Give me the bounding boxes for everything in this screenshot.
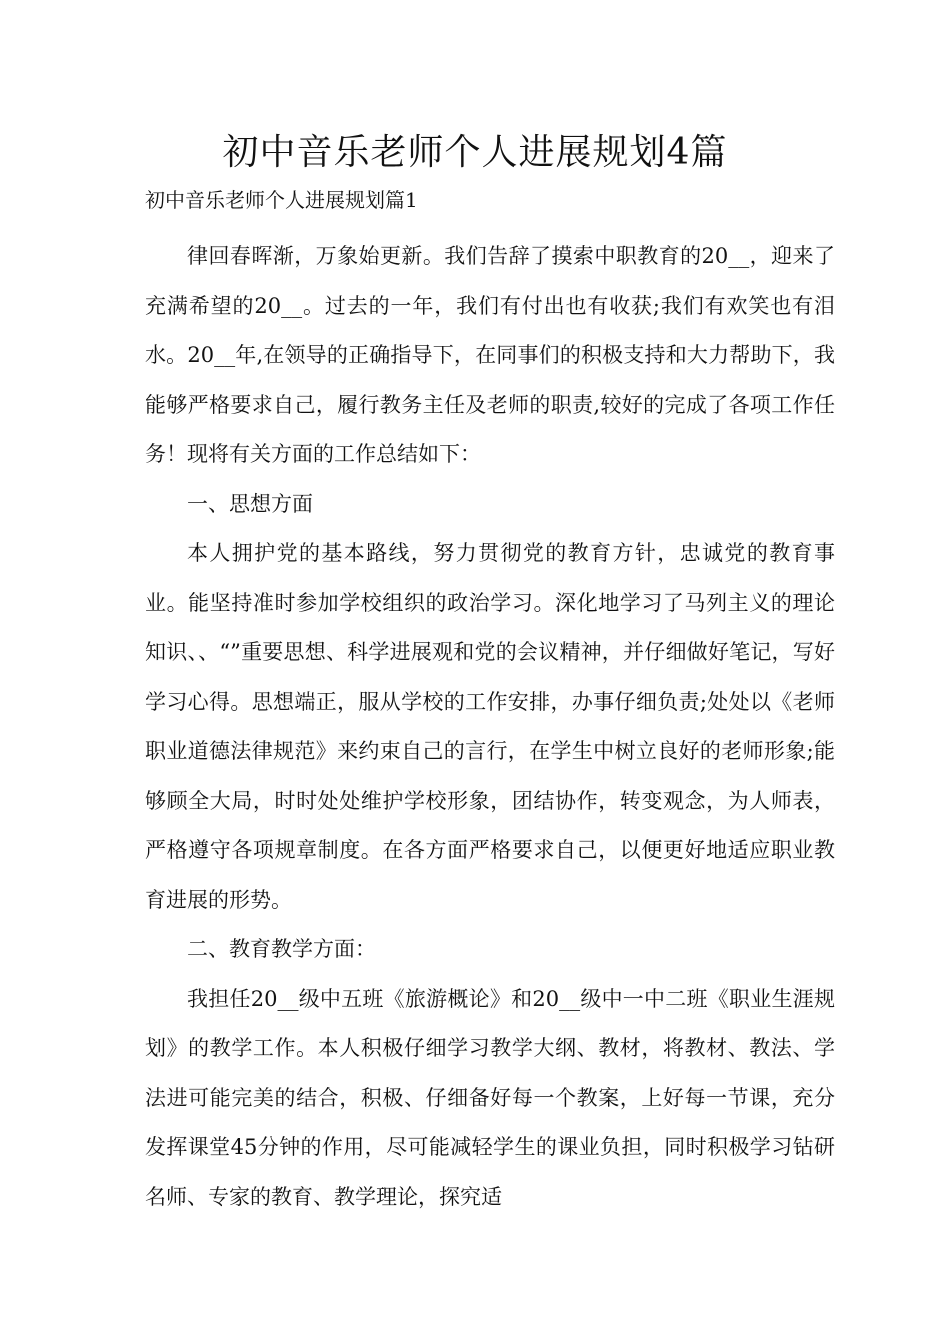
paragraph-teaching: 我担任20__级中五班《旅游概论》和20__级中一中二班《职业生涯规划》的教学工作。本人积极仔细学习教学大纲、教材，将教材、教法、学法进可能完美的结合，积极、仔细备好每一个教案，上好每一节课，充分发挥课堂45分钟的作用，尽可能减轻学生的课业负担，同时积极学习钻研名师、专家的教育、教学理论，探究适 bbox=[145, 986, 835, 1209]
paragraph-thought: 本人拥护党的基本路线，努力贯彻党的教育方针，忠诚党的教育事业。能坚持准时参加学校组织的政治学习。深化地学习了马列主义的理论知识、、“”重要思想、科学进展观和党的会议精神，并仔细做好笔记，写好学习心得。思想端正，服从学校的工作安排，办事仔细负责;处处以《老师职业道德法律规范》来约束自己的言行，在学生中树立良好的老师形象;能够顾全大局，时时处处维护学校形象，团结协作，转变观念，为人师表，严格遵守各项规章制度。在各方面严格要求自己，以便更好地适应职业教育进展的形势。 bbox=[145, 541, 835, 912]
section-heading-teaching: 二、教育教学方面： bbox=[187, 937, 376, 961]
paragraph-intro: 律回春晖渐，万象始更新。我们告辞了摸索中职教育的20__，迎来了充满希望的20__。过去的一年，我们有付出也有收获;我们有欢笑也有泪水。20__年,在领导的正确指导下，在同事们的积极支持和大力帮助下，我能够严格要求自己，履行教务主任及老师的职责,较好的完成了各项工作任务！现将有关方面的工作总结如下： bbox=[145, 244, 835, 466]
document-body bbox=[145, 232, 835, 1222]
document-title: 初中音乐老师个人进展规划4篇 bbox=[222, 132, 728, 173]
document-subtitle: 初中音乐老师个人进展规划篇1 bbox=[145, 188, 418, 212]
section-heading-thought: 一、思想方面 bbox=[187, 491, 313, 516]
